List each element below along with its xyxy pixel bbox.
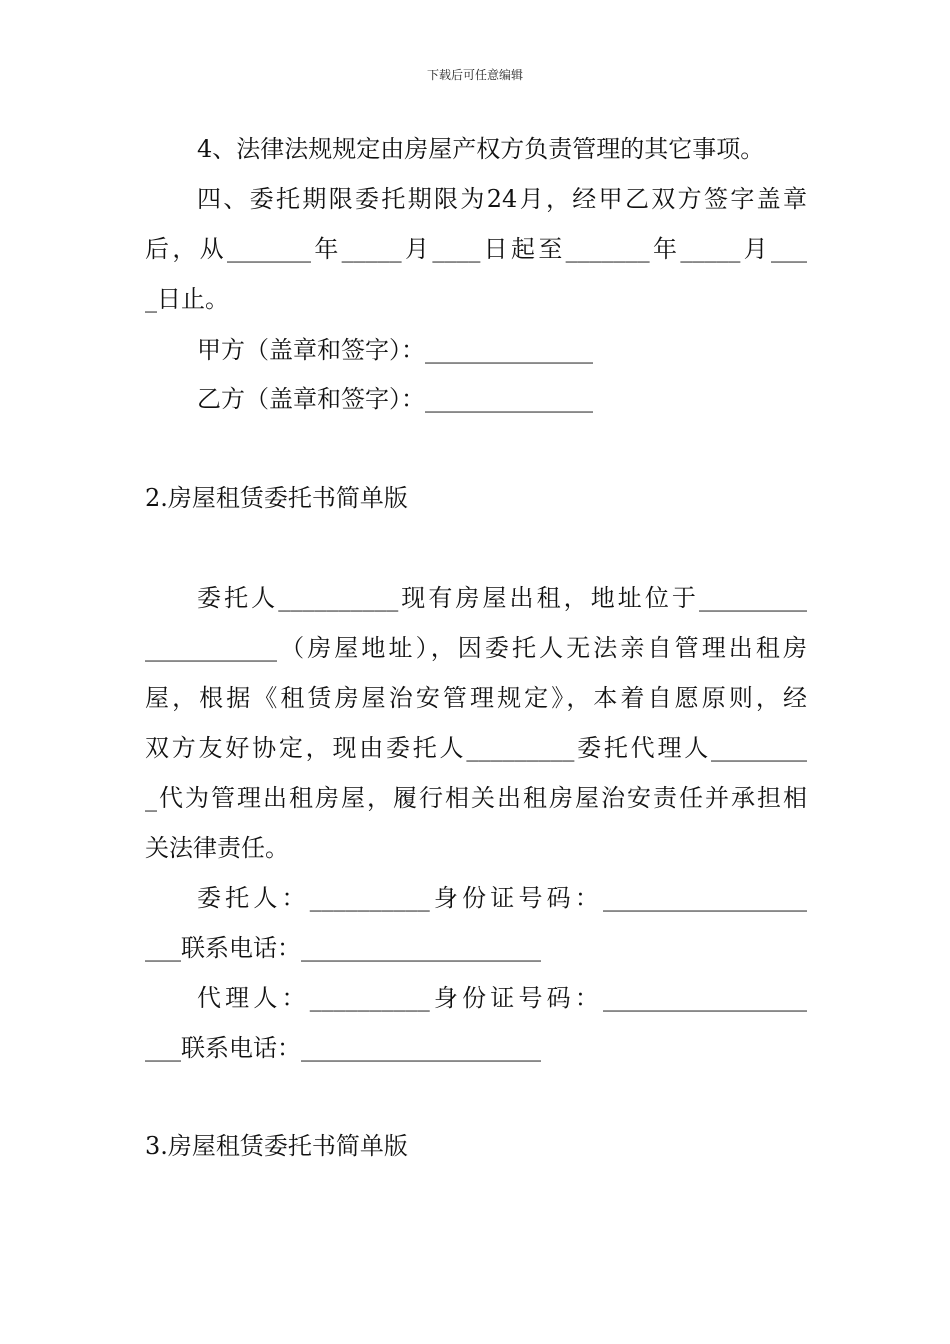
section-heading: 3.房屋租赁委托书简单版 bbox=[145, 1132, 408, 1160]
section-heading: 2.房屋租赁委托书简单版 bbox=[145, 484, 408, 512]
agent-phone-line: ___联系电话：____________________ bbox=[145, 1034, 541, 1062]
signature-line-party-a: 甲方（盖章和签字）：______________ bbox=[197, 336, 593, 364]
paragraph-line: _日止。 bbox=[145, 285, 229, 313]
paragraph-line: 4、法律法规规定由房屋产权方负责管理的其它事项。 bbox=[197, 135, 765, 163]
paragraph-line: 关法律责任。 bbox=[145, 834, 289, 862]
paragraph-line: 委托人__________现有房屋出租，地址位于_________ bbox=[197, 584, 807, 612]
paragraph-line: 屋，根据《租赁房屋治安管理规定》，本着自愿原则，经 bbox=[145, 684, 807, 712]
principal-phone-line: ___联系电话：____________________ bbox=[145, 934, 541, 962]
page-header: 下载后可任意编辑 bbox=[426, 68, 523, 82]
paragraph-line: ___________（房屋地址），因委托人无法亲自管理出租房 bbox=[145, 634, 807, 662]
paragraph-line: _代为管理出租房屋，履行相关出租房屋治安责任并承担相 bbox=[145, 784, 807, 812]
paragraph-line: 双方友好协定，现由委托人_________委托代理人________ bbox=[145, 734, 807, 762]
principal-info-line: 委托人：__________身份证号码：_________________ bbox=[197, 884, 807, 912]
signature-line-party-b: 乙方（盖章和签字）：______________ bbox=[197, 385, 593, 413]
paragraph-line: 后，从_______年_____月____日起至_______年_____月___ bbox=[145, 235, 807, 263]
agent-info-line: 代理人：__________身份证号码：_________________ bbox=[197, 984, 807, 1012]
paragraph-line: 四、委托期限委托期限为24月，经甲乙双方签字盖章 bbox=[197, 185, 807, 213]
